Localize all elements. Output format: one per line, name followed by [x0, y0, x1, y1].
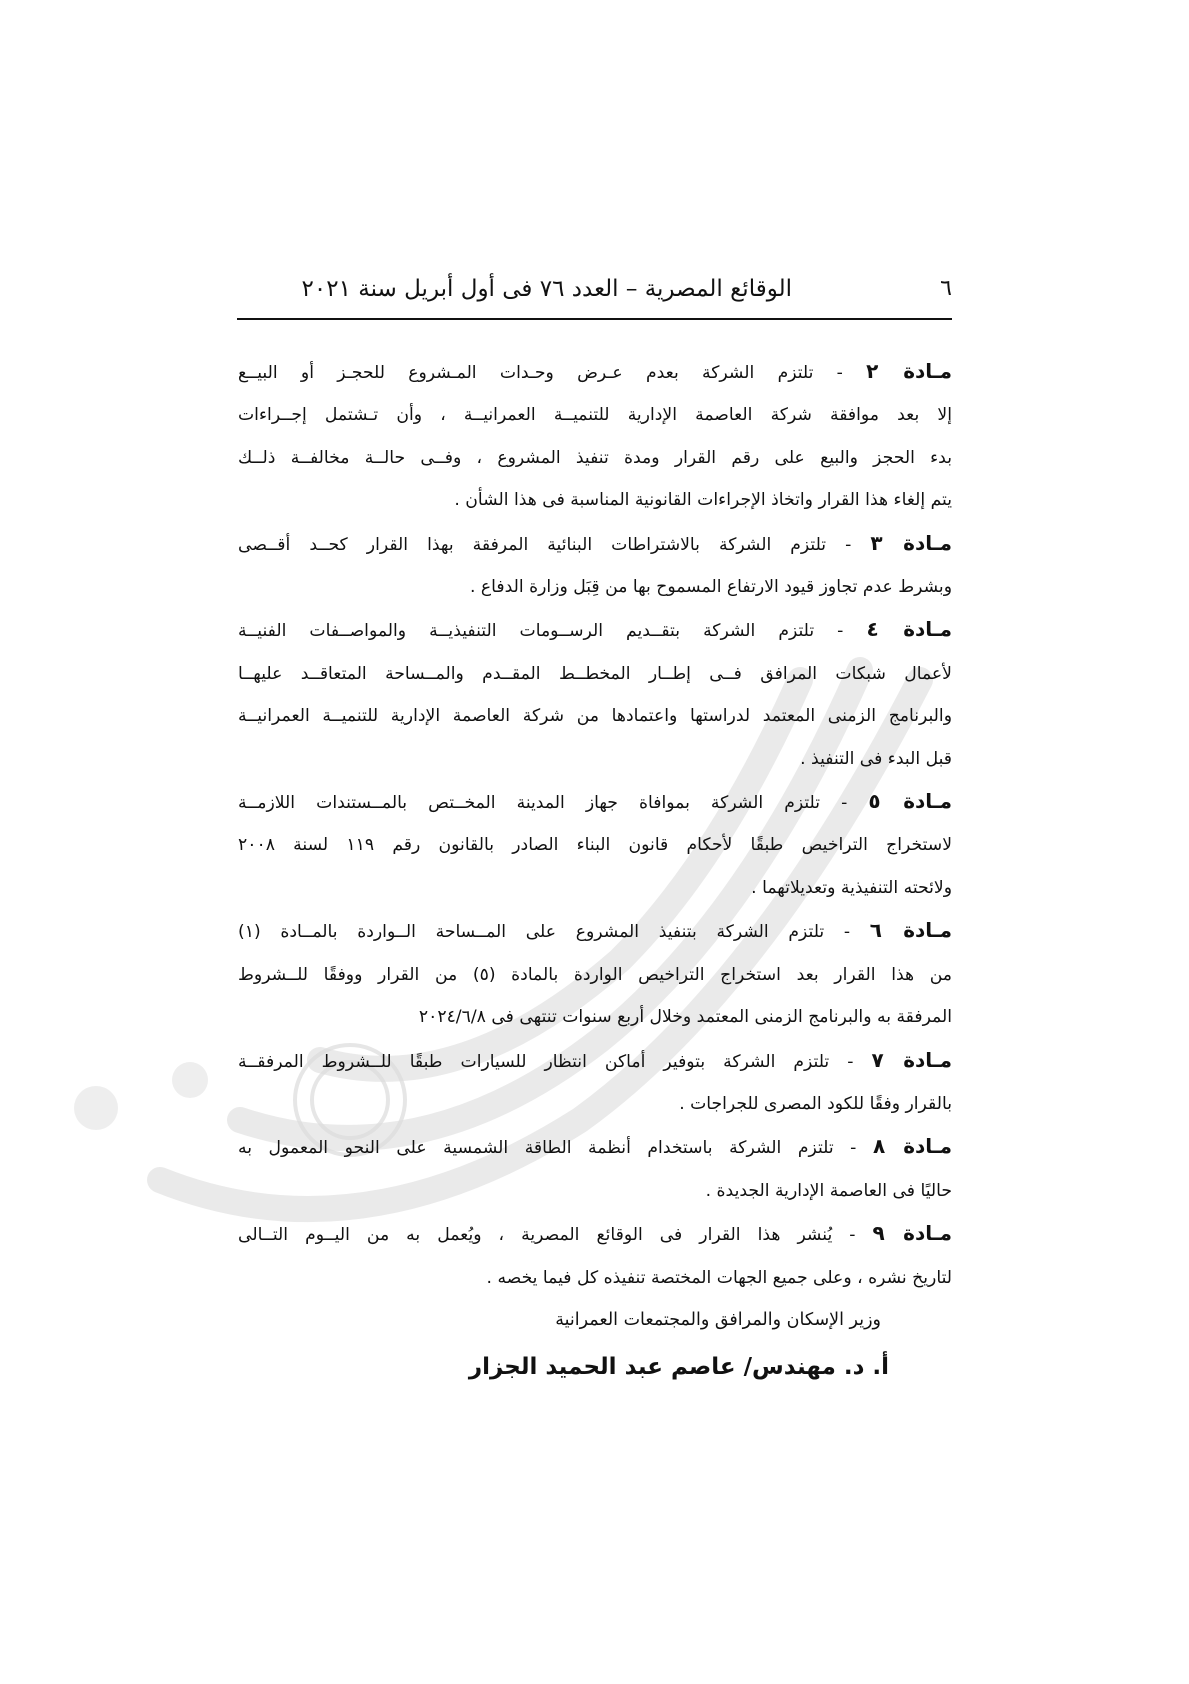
article-line: - تلتزم الشركة بتنفيذ المشروع على المــساحة الــواردة بالمــادة (١)	[238, 922, 870, 943]
article-line: حاليًا فى العاصمة الإدارية الجديدة .	[705, 1180, 952, 1201]
article-line: لاستخراج التراخيص طبقًا لأحكام قانون البناء الصادر بالقانون رقم ١١٩ لسنة ٢٠٠٨	[238, 835, 952, 856]
article-label: مـادة ٤	[866, 617, 952, 642]
article-line: - تلتزم الشركة بتوفير أماكن انتظار للسيارات طبقًا للــشروط المرفقــة	[238, 1051, 872, 1072]
article-label: مـادة ٨	[872, 1134, 952, 1159]
article-line: - تلتزم الشركة بعدم عـرض وحـدات المـشروع للحجـز أو البيــع	[238, 363, 867, 383]
article-label: مـادة ٦	[869, 918, 952, 943]
article-3	[238, 522, 952, 609]
article-line: من هذا القرار بعد استخراج التراخيص الواردة بالمادة (٥) من القرار ووفقًا للــشروط	[238, 964, 952, 985]
signatory-name: أ. د. مهندس/ عاصم عبد الحميد الجزار	[468, 1354, 889, 1380]
signature-block	[329, 1300, 889, 1390]
page-header	[237, 276, 952, 316]
article-line: لتاريخ نشره ، وعلى جميع الجهات المختصة تنفيذه كل فيما يخصه .	[486, 1267, 952, 1288]
article-line: المرفقة به والبرنامج الزمنى المعتمد وخلال أربع سنوات تنتهى فى ٢٠٢٤/٦/٨	[418, 1007, 952, 1028]
article-7	[238, 1039, 952, 1126]
article-line: بالقرار وفقًا للكود المصرى للجراجات .	[679, 1093, 952, 1114]
article-line: - يُنشر هذا القرار فى الوقائع المصرية ، ويُعمل به من اليــوم التــالى	[238, 1225, 873, 1246]
article-9	[238, 1212, 952, 1299]
article-line: إلا بعد موافقة شركة العاصمة الإدارية للتنميــة العمرانيــة ، وأن تـشتمل إجــراءات	[238, 405, 952, 426]
article-line: قبل البدء فى التنفيذ .	[800, 748, 952, 769]
page-number: ٦	[940, 276, 952, 301]
decree-body	[238, 350, 952, 1299]
article-label: مـادة ٧	[871, 1047, 952, 1072]
article-5	[238, 780, 952, 909]
article-6	[238, 909, 952, 1038]
signatory-title: وزير الإسكان والمرافق والمجتمعات العمرانية	[555, 1310, 881, 1330]
article-label: مـادة ٩	[872, 1221, 952, 1246]
article-line: يتم إلغاء هذا القرار واتخاذ الإجراءات القانونية المناسبة فى هذا الشأن .	[454, 490, 952, 511]
article-line: - تلتزم الشركة بتقــديم الرســومات التنفيذيــة والمواصــفات الفنيــة	[238, 621, 867, 642]
article-line: - تلتزم الشركة بالاشتراطات البنائية المرفقة بهذا القرار كحــد أقــصى	[238, 534, 871, 555]
article-line: ولائحته التنفيذية وتعديلاتهما .	[751, 877, 952, 898]
article-line: والبرنامج الزمنى المعتمد لدراستها واعتمادها من شركة العاصمة الإدارية للتنميــة العمرانيــة	[238, 706, 952, 727]
article-4	[238, 608, 952, 780]
article-8	[238, 1125, 952, 1212]
article-label: مـادة ٢	[866, 359, 952, 383]
article-2	[238, 350, 952, 522]
article-line: وبشرط عدم تجاوز قيود الارتفاع المسموح بها من قِبَل وزارة الدفاع .	[469, 577, 952, 598]
header-divider	[237, 318, 952, 320]
article-line: - تلتزم الشركة بموافاة جهاز المدينة المخــتص بالمــستندات اللازمــة	[238, 793, 869, 814]
article-label: مـادة ٣	[870, 530, 952, 555]
header-title: الوقائع المصرية – العدد ٧٦ فى أول أبريل سنة ٢٠٢١	[301, 276, 792, 302]
article-line: لأعمال شبكات المرافق فــى إطــار المخطــط المقــدم والمــساحة المتعاقــد عليهــا	[238, 663, 952, 684]
article-line: بدء الحجز والبيع على رقم القرار ومدة تنفيذ المشروع ، وفــى حالــة مخالفــة ذلــك	[238, 447, 952, 468]
article-line: - تلتزم الشركة باستخدام أنظمة الطاقة الشمسية على النحو المعمول به	[238, 1138, 873, 1159]
article-label: مـادة ٥	[868, 789, 952, 814]
